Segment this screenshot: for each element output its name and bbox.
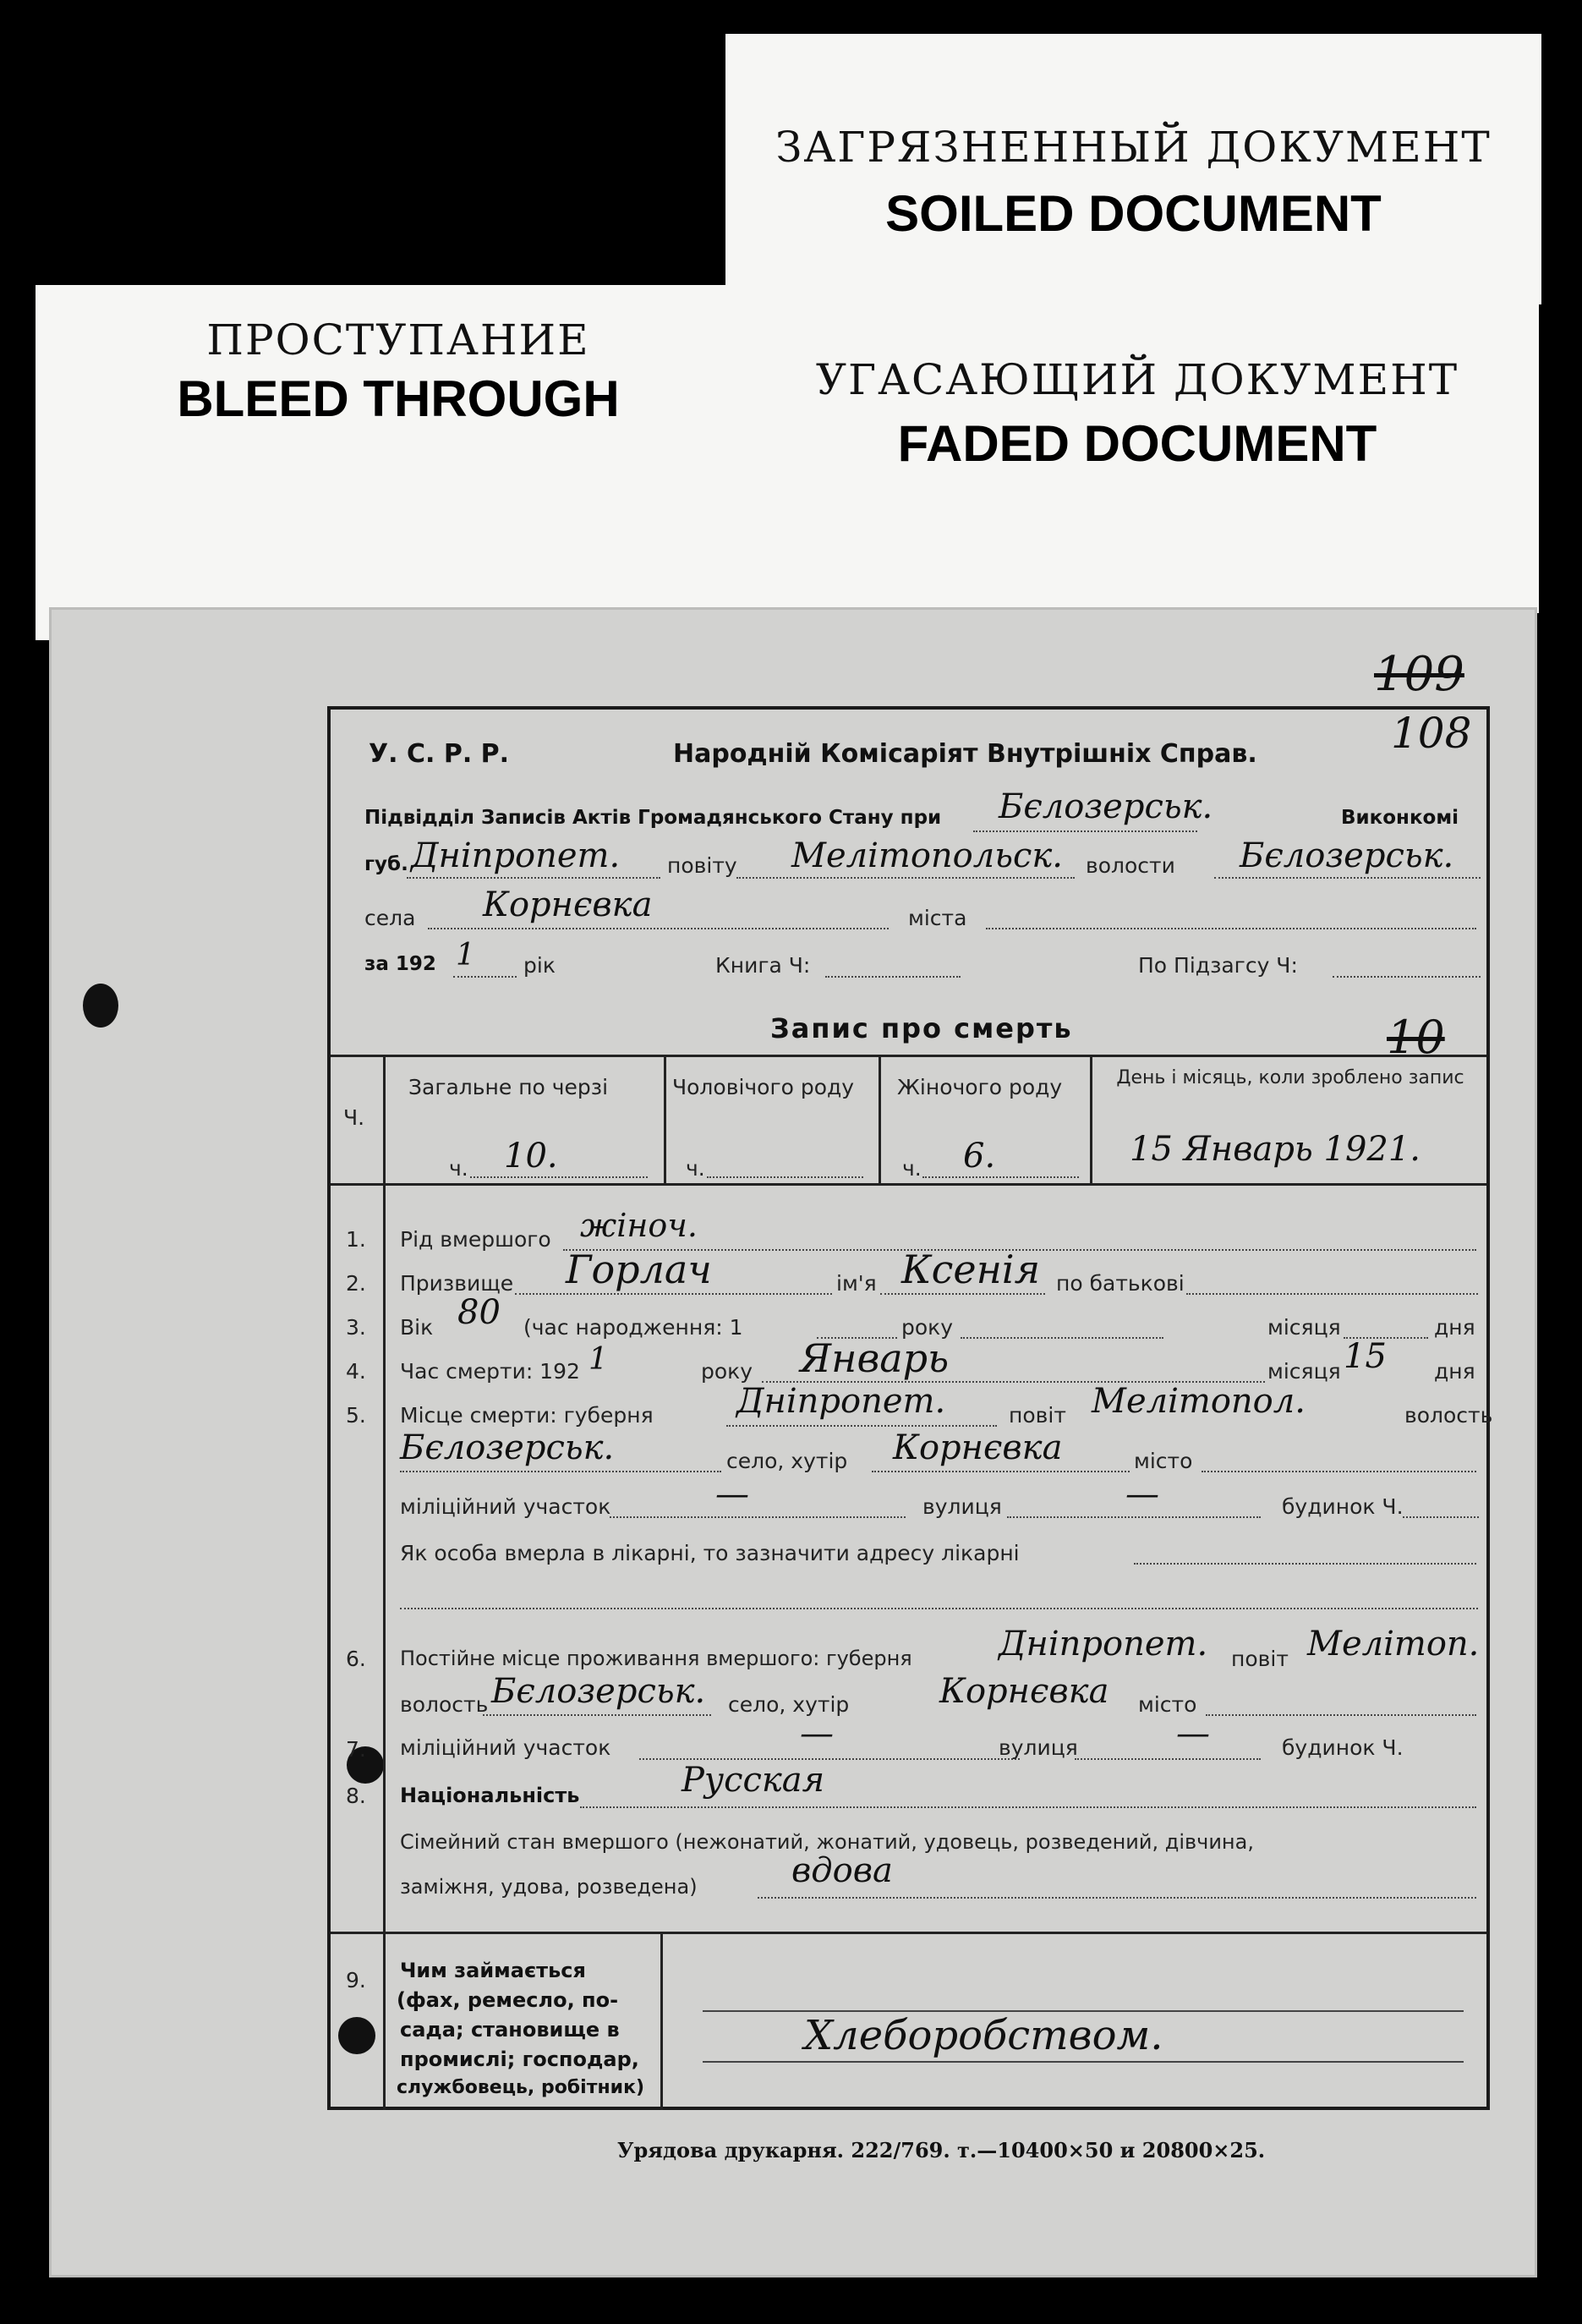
r4-day-label: дня [1434,1359,1475,1384]
r6-village-hw: Корнєвка [939,1672,1109,1711]
line2-gub-hw: Дніпропет. [411,836,621,875]
r5-village-label: село, хутір [726,1449,848,1473]
val-ch-a: ч. [449,1156,468,1181]
r3-label: Вік [400,1315,434,1340]
printer-footer: Урядова друкарня. 222/769. т.—10400×50 и 20800×25. [617,2138,1266,2162]
r1-hw: жіноч. [580,1207,698,1244]
r7-hw: Русская [682,1761,825,1800]
r6-volost-label: волость [400,1692,489,1717]
line4-year-label: за 192 [364,953,436,975]
r5-militia-hw: — [715,1475,749,1514]
row-number: 7. [346,1737,366,1762]
r6-militia-label: міліційний участок [400,1735,611,1760]
col-male-header: Чоловічого роду [672,1075,855,1099]
r3-birth-label: (час народження: 1 [523,1315,743,1340]
r5-volost-hw: Бєлозерськ. [400,1428,615,1467]
val-general: 10. [504,1137,558,1176]
row-number: 9. [346,1968,366,1992]
bleed-label-en: BLEED THROUGH [177,370,620,427]
r6-street-hw: — [1176,1714,1210,1753]
bleed-through-card [36,285,761,640]
page-number: 108 [1391,709,1472,758]
line4-year-hw: 1 [456,938,475,973]
line3-selo-label: села [364,906,416,930]
r2-label: Призвище [400,1271,514,1296]
val-ch-c: ч. [902,1156,922,1181]
col-ch-header: Ч. [343,1105,365,1130]
punch-hole [83,984,118,1028]
row-number: 6. [346,1647,366,1671]
row-number: 2. [346,1271,366,1296]
r9-label-1: Чим займається [400,1959,586,1982]
faded-document-card [736,288,1539,613]
r9-label-3: сада; становище в [400,2018,620,2042]
r6-label: Постійне місце проживання вмершого: губерня [400,1647,912,1670]
form-title: Запис про смерть [770,1012,1073,1044]
header-ussr: У. С. Р. Р. [369,739,510,769]
r3-year-label: року [901,1315,954,1340]
col-female-header: Жіночого роду [897,1075,1063,1099]
col-general-header: Загальне по черзі [408,1075,609,1099]
r9-hw: Хлеборобством. [804,2012,1163,2059]
line2-volost-label: волости [1086,853,1175,878]
r3-month-label: місяця [1267,1315,1341,1340]
line4-book-label: Книга Ч: [715,953,811,978]
line1-handwritten: Бєлозерськ. [999,787,1213,826]
r5-street-hw: — [1125,1475,1159,1514]
r6-povit-label: повіт [1231,1647,1289,1671]
r5-label: Місце смерти: губерня [400,1403,654,1428]
r6-povit-hw: Мелітоп. [1307,1625,1480,1664]
r9-label-5: службовець, робітник) [397,2077,645,2098]
col-date-header: День і місяць, коли зроблено запис [1116,1067,1464,1088]
r5-hospital-label: Як особа вмерла в лікарні, то зазначити адресу лікарні [400,1541,1020,1565]
side-number: 10 [1387,1011,1445,1064]
r9-label-2: (фах, ремесло, по- [397,1988,619,2012]
r3-day-label: дня [1434,1315,1475,1340]
r8-hw: вдова [791,1851,893,1890]
line2-povit-hw: Мелітопольск. [791,836,1063,875]
crossed-page-number: 109 [1374,647,1464,702]
header-ministry: Народній Комісаріят Внутрішніх Справ. [673,739,1257,769]
r4-year-hw: 1 [588,1342,608,1377]
faded-label-en: FADED DOCUMENT [897,415,1377,472]
r6-city-label: місто [1138,1692,1197,1717]
row-number: 4. [346,1359,366,1384]
r4-month-label: місяця [1267,1359,1341,1384]
r8-label-b: заміжня, удова, розведена) [400,1875,698,1899]
row-number: 1. [346,1227,366,1252]
r5-gub-hw: Дніпропет. [736,1382,946,1421]
r6-volost-hw: Бєлозерськ. [491,1672,706,1711]
faded-label-ru: УГАСАЮЩИЙ ДОКУМЕНТ [815,355,1459,404]
line2-volost-hw: Бєлозерськ. [1240,836,1454,875]
r5-street-label: вулиця [922,1494,1002,1519]
line3-mista-label: міста [908,906,967,930]
val-ch-b: ч. [686,1156,705,1181]
line3-selo-hw: Корнєвка [483,885,653,924]
row-number: 3. [346,1315,366,1340]
death-record-form [327,706,1493,2110]
r6-village-label: село, хутір [728,1692,850,1717]
line4-pidzags-label: По Підзагсу Ч: [1138,953,1298,978]
soiled-document-card [725,34,1541,304]
r2-name-hw: Ксенія [901,1247,1041,1292]
r5-militia-label: міліційний участок [400,1494,611,1519]
soiled-label-en: SOILED DOCUMENT [885,185,1382,242]
r9-label-4: промислі; господар, [400,2047,639,2071]
r2-name-label: ім'я [836,1271,877,1296]
line1-label: Підвідділ Записів Актів Громадянського Стану при [364,807,942,829]
r1-label: Рід вмершого [400,1227,551,1252]
val-female: 6. [963,1137,996,1176]
val-date: 15 Январь 1921. [1130,1130,1421,1169]
bleed-label-ru: ПРОСТУПАНИЕ [206,315,590,364]
r6-militia-hw: — [800,1714,834,1753]
line4-rik-label: рік [523,953,556,978]
r2-hw: Горлач [566,1247,712,1292]
r5-city-label: місто [1134,1449,1193,1473]
r4-label: Час смерти: 192 [400,1359,580,1384]
r5-povit-label: повіт [1009,1403,1066,1428]
r6-street-label: вулиця [999,1735,1078,1760]
row-number: 5. [346,1403,366,1428]
r2-patronymic-label: по батькові [1056,1271,1185,1296]
r8-label: Сімейний стан вмершого (нежонатий, жонатий, удовець, розведений, дівчина, [400,1830,1254,1854]
r4-day-hw: 15 [1344,1337,1387,1376]
r5-village-hw: Корнєвка [893,1428,1063,1467]
r7-label: Національність [400,1784,580,1807]
r5-house-label: будинок Ч. [1282,1494,1404,1519]
r6-house-label: будинок Ч. [1282,1735,1404,1760]
r4-month-hw: Январь [800,1335,950,1381]
line1-tail: Виконкомі [1341,807,1459,829]
row-number: 8. [346,1784,366,1808]
line2-gub-label: губ. [364,853,408,875]
r3-hw: 80 [457,1293,501,1332]
r5-povit-hw: Мелітопол. [1092,1382,1306,1421]
r6-gub-hw: Дніпропет. [999,1625,1208,1664]
soiled-label-ru: ЗАГРЯЗНЕННЫЙ ДОКУМЕНТ [775,123,1492,172]
line2-povit-label: повіту [667,853,737,878]
r5-volost-label: волость [1404,1403,1493,1428]
r4-year-label: року [701,1359,753,1384]
